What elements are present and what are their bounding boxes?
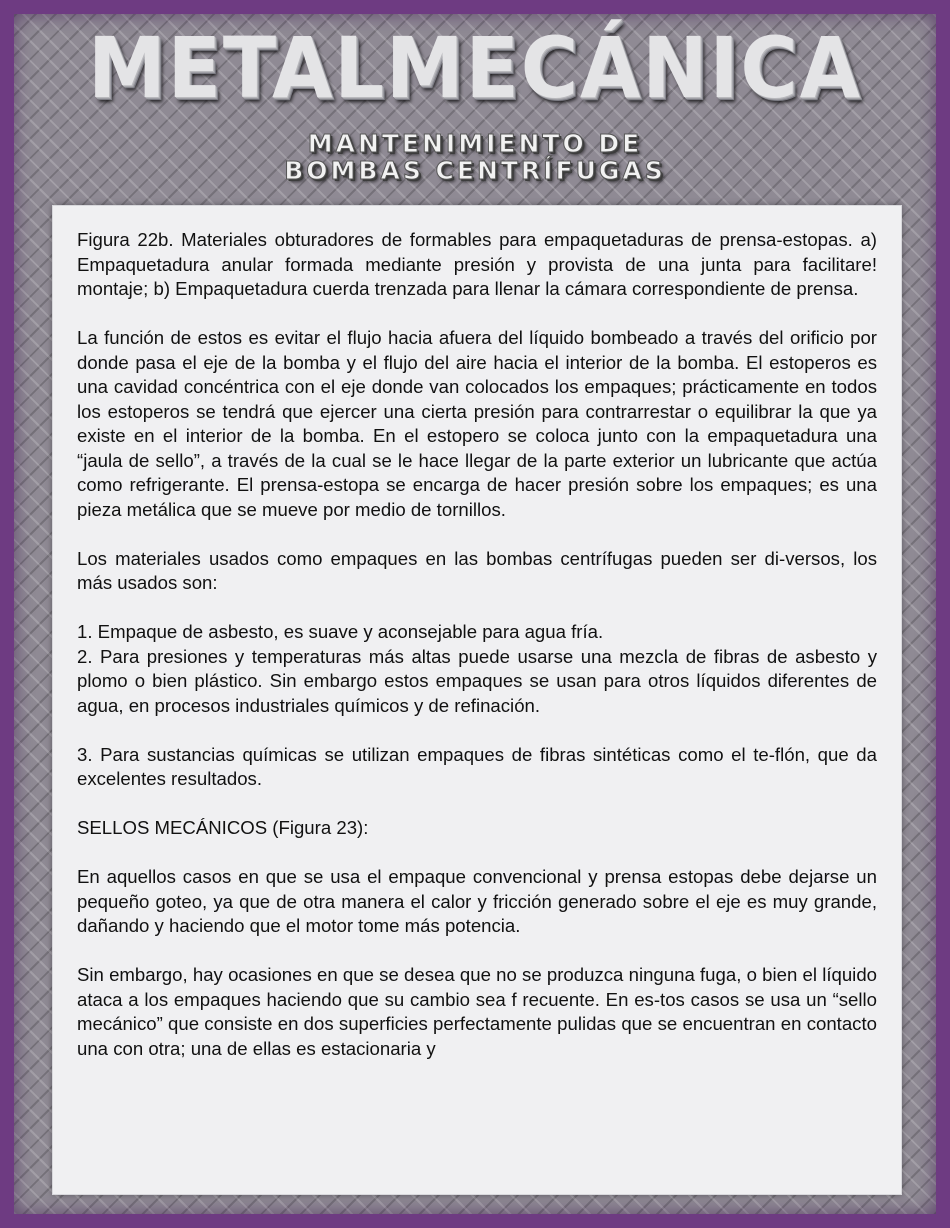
page-subtitle-line-2: BOMBAS CENTRÍFUGAS [284,156,666,185]
paragraph-conventional-packing: En aquellos casos en que se usa el empaque convencional y prensa estopas debe dejarse un pequeño goteo, ya que de otra manera el calor y fricción generado sobre el eje es muy grande, dañando y haciendo que el motor tome más potencia. [77,866,877,936]
page-subtitle-line-1: MANTENIMIENTO DE [307,129,643,158]
list-item-3: 3. Para sustancias químicas se utilizan empaques de fibras sintéticas como el te-flón, que da excelentes resultados. [77,743,877,789]
paragraph-materials: Los materiales usados como empaques en las bombas centrífugas pueden ser di-versos, los más usados son: [77,547,877,593]
content-panel [52,205,902,1195]
figure-caption: Figura 22b. Materiales obturadores de formables para empaquetaduras de prensa-estopas. a) Empaquetadura anular formada mediante presión y provista de una junta para facilitare! montaje; b) Empaquetadura cuerda trenzada para llenar la cámara correspondiente de prensa. [77,229,877,299]
list-item-2: 2. Para presiones y temperaturas más altas puede usarse una mezcla de fibras de asbesto y plomo o bien plástico. Sin embargo estos empaques se usan para otros líquidos diferentes de agua, en procesos industriales químicos y de refinación. [77,645,877,716]
list-item-1: 1. Empaque de asbesto, es suave y aconsejable para agua fría. [77,621,604,642]
page-header [0,18,950,184]
section-heading: SELLOS MECÁNICOS (Figura 23): [77,817,369,838]
page-title: METALMECÁNICA [88,19,862,117]
paragraph-function: La función de estos es evitar el flujo hacia afuera del líquido bombeado a través del orificio por donde pasa el eje de la bomba y el flujo del aire hacia el interior de la bomba. El estoperos es una cavidad concéntrica con el eje donde van colocados los empaques; prácticamente en todos los estoperos se tendrá que ejercer una cierta presión para contrarrestar o equilibrar la que ya existe en el interior de la bomba. En el estopero se coloca junto con la empaquetadura una “jaula de sello”, a través de la cual se le hace llegar de la parte exterior un lubricante que actúa como refrigerante. El prensa-estopa se encarga de hacer presión sobre los empaques; es una pieza metálica que se mueve por medio de tornillos. [77,327,877,520]
paragraph-mechanical-seal: Sin embargo, hay ocasiones en que se desea que no se produzca ninguna fuga, o bien el líquido ataca a los empaques haciendo que su cambio sea f recuente. En es-tos casos se usa un “sello mecánico” que consiste en dos superficies perfectamente pulidas que se encuentran en contacto una con otra; una de ellas es estacionaria y [77,964,877,1059]
